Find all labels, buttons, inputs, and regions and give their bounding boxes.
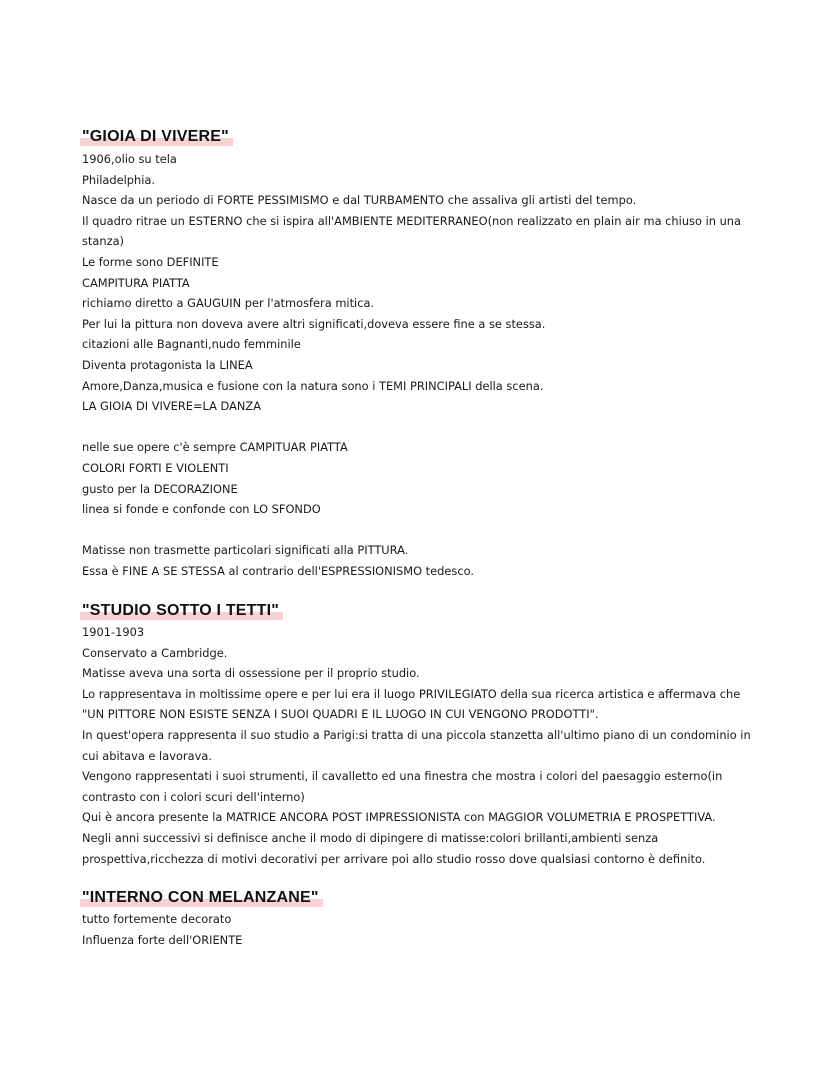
section-heading: "STUDIO SOTTO I TETTI" bbox=[80, 600, 283, 622]
text-line: gusto per la DECORAZIONE bbox=[82, 481, 238, 496]
text-line: Matisse aveva una sorta di ossessione per il proprio studio. bbox=[82, 666, 420, 681]
text-line: CAMPITURA PIATTA bbox=[82, 275, 190, 290]
text-line: nelle sue opere c'è sempre CAMPITUAR PIATTA bbox=[82, 440, 348, 455]
paragraph-gap bbox=[82, 520, 762, 541]
text-line: Matisse non trasmette particolari significati alla PITTURA. bbox=[82, 543, 409, 558]
text-line: Essa è FINE A SE STESSA al contrario dell'ESPRESSIONISMO tedesco. bbox=[82, 563, 474, 578]
section-body bbox=[82, 149, 762, 581]
section-heading: "GIOIA DI VIVERE" bbox=[80, 126, 233, 148]
text-line: Nasce da un periodo di FORTE PESSIMISMO e dal TURBAMENTO che assaliva gli artisti del tempo. bbox=[82, 193, 637, 208]
text-line: Diventa protagonista la LINEA bbox=[82, 357, 253, 372]
text-line: Influenza forte dell'ORIENTE bbox=[82, 932, 243, 947]
text-line: Philadelphia. bbox=[82, 172, 156, 187]
text-line: 1901-1903 bbox=[82, 625, 145, 639]
section-interno-con-melanzane bbox=[82, 887, 762, 950]
text-line: linea si fonde e confonde con LO SFONDO bbox=[82, 502, 321, 517]
text-line: cui abitava e lavorava. bbox=[82, 748, 212, 763]
text-line: citazioni alle Bagnanti,nudo femminile bbox=[82, 337, 301, 352]
text-line: tutto fortemente decorato bbox=[82, 912, 232, 926]
text-line: COLORI FORTI E VIOLENTI bbox=[82, 460, 229, 475]
text-line: Negli anni successivi si definisce anche il modo di dipingere di matisse:colori brillanti,ambienti senza bbox=[82, 830, 659, 845]
text-line: Qui è ancora presente la MATRICE ANCORA POST IMPRESSIONISTA con MAGGIOR VOLUMETRIA E PROSPETTIVA. bbox=[82, 810, 716, 825]
text-line: Vengono rappresentati i suoi strumenti, il cavalletto ed una finestra che mostra i colori del paesaggio esterno(in bbox=[82, 769, 723, 784]
text-line: 1906,olio su tela bbox=[82, 152, 177, 166]
section-gioia-di-vivere bbox=[82, 126, 762, 581]
text-line: prospettiva,ricchezza di motivi decorativi per arrivare poi allo studio rosso dove qualsiasi contorno è definito. bbox=[82, 851, 706, 866]
text-line: contrasto con i colori scuri dell'interno) bbox=[82, 789, 305, 804]
text-line: Il quadro ritrae un ESTERNO che si ispira all'AMBIENTE MEDITERRANEO(non realizzato en plain air ma chiuso in una bbox=[82, 213, 741, 228]
text-line: In quest'opera rappresenta il suo studio a Parigi:si tratta di una piccola stanzetta all'ultimo piano di un condominio in bbox=[82, 727, 751, 742]
section-heading: "INTERNO CON MELANZANE" bbox=[80, 887, 323, 909]
text-line: "UN PITTORE NON ESISTE SENZA I SUOI QUADRI E IL LUOGO IN CUI VENGONO PRODOTTI". bbox=[82, 707, 599, 722]
text-line: LA GIOIA DI VIVERE=LA DANZA bbox=[82, 399, 261, 414]
text-line: Conservato a Cambridge. bbox=[82, 645, 228, 660]
text-line: Lo rappresentava in moltissime opere e per lui era il luogo PRIVILEGIATO della sua ricerca artistica e affermava che bbox=[82, 686, 741, 701]
section-body bbox=[82, 622, 762, 869]
text-line: Per lui la pittura non doveva avere altri significati,doveva essere fine a se stessa. bbox=[82, 316, 546, 331]
paragraph-gap bbox=[82, 417, 762, 438]
text-line: Amore,Danza,musica e fusione con la natura sono i TEMI PRINCIPALI della scena. bbox=[82, 378, 544, 393]
text-line: richiamo diretto a GAUGUIN per l'atmosfera mitica. bbox=[82, 296, 375, 311]
text-line: Le forme sono DEFINITE bbox=[82, 254, 219, 269]
section-body bbox=[82, 909, 762, 950]
section-studio-sotto-i-tetti bbox=[82, 600, 762, 869]
text-line: stanza) bbox=[82, 234, 125, 249]
